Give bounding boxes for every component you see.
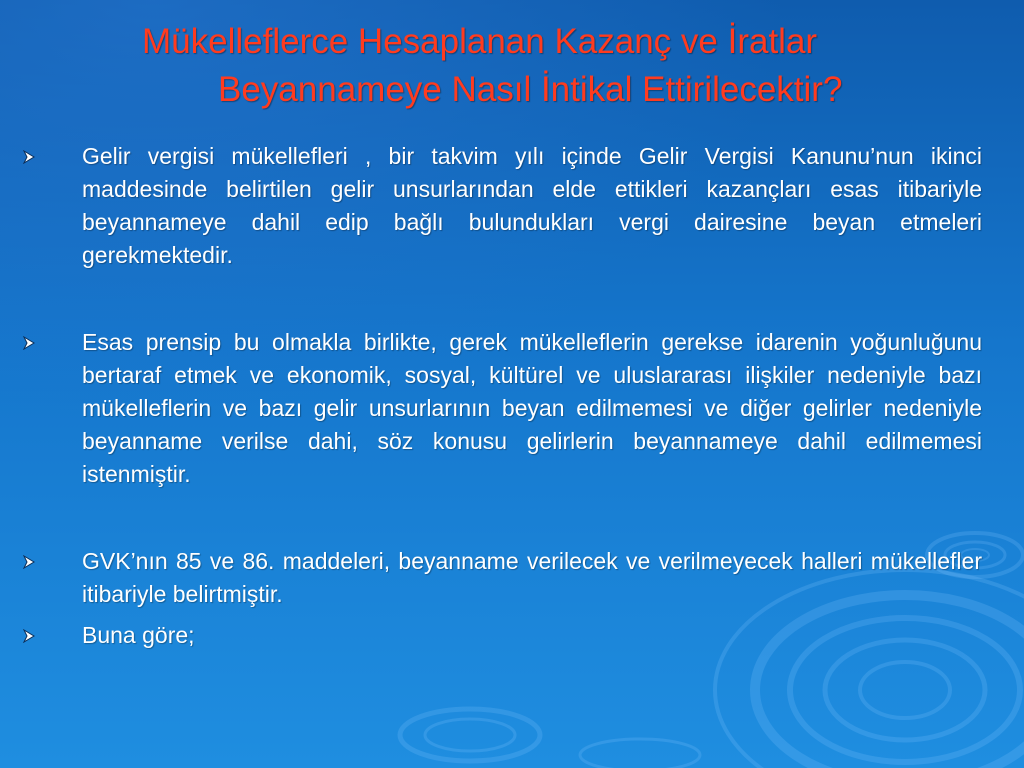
bullet-item-1 — [22, 140, 982, 272]
bullet-text-3: GVK’nın 85 ve 86. maddeleri, beyanname verilecek ve verilmeyecek halleri mükellefler itibariyle belirtmiştir. — [82, 548, 982, 607]
arrowhead-bullet-icon — [22, 545, 42, 578]
arrowhead-bullet-icon — [22, 140, 42, 173]
bullet-item-4 — [22, 619, 982, 652]
bullet-item-3 — [22, 545, 982, 611]
bullet-text-1: Gelir vergisi mükellefleri , bir takvim yılı içinde Gelir Vergisi Kanunu’nun ikinci maddesinde belirtilen gelir unsurlarından elde ettikleri kazançları esas itibariyle beyannameye dahil edip bağlı bulundukları vergi dairesine beyan etmeleri gerekmektedir. — [82, 143, 982, 268]
arrowhead-bullet-icon — [22, 619, 42, 652]
bullet-text-4: Buna göre; — [82, 622, 195, 648]
title-line-2: Beyannameye Nasıl İntikal Ettirilecektir? — [218, 70, 843, 109]
bullet-item-2 — [22, 326, 982, 491]
slide-title — [0, 18, 1024, 114]
title-line-1: Mükelleflerce Hesaplanan Kazanç ve İratlar — [142, 22, 818, 61]
bullet-list — [22, 140, 982, 652]
bullet-text-2: Esas prensip bu olmakla birlikte, gerek mükelleflerin gerekse idarenin yoğunluğunu bertaraf etmek ve ekonomik, sosyal, kültürel ve uluslararası ilişkiler nedeniyle bazı mükelleflerin ve bazı gelir unsurlarının beyan edilmemesi ve diğer gelirler nedeniyle beyanname verilse dahi, söz konusu gelirlerin beyannameye dahil edilmemesi istenmiştir. — [82, 329, 982, 487]
arrowhead-bullet-icon — [22, 326, 42, 359]
